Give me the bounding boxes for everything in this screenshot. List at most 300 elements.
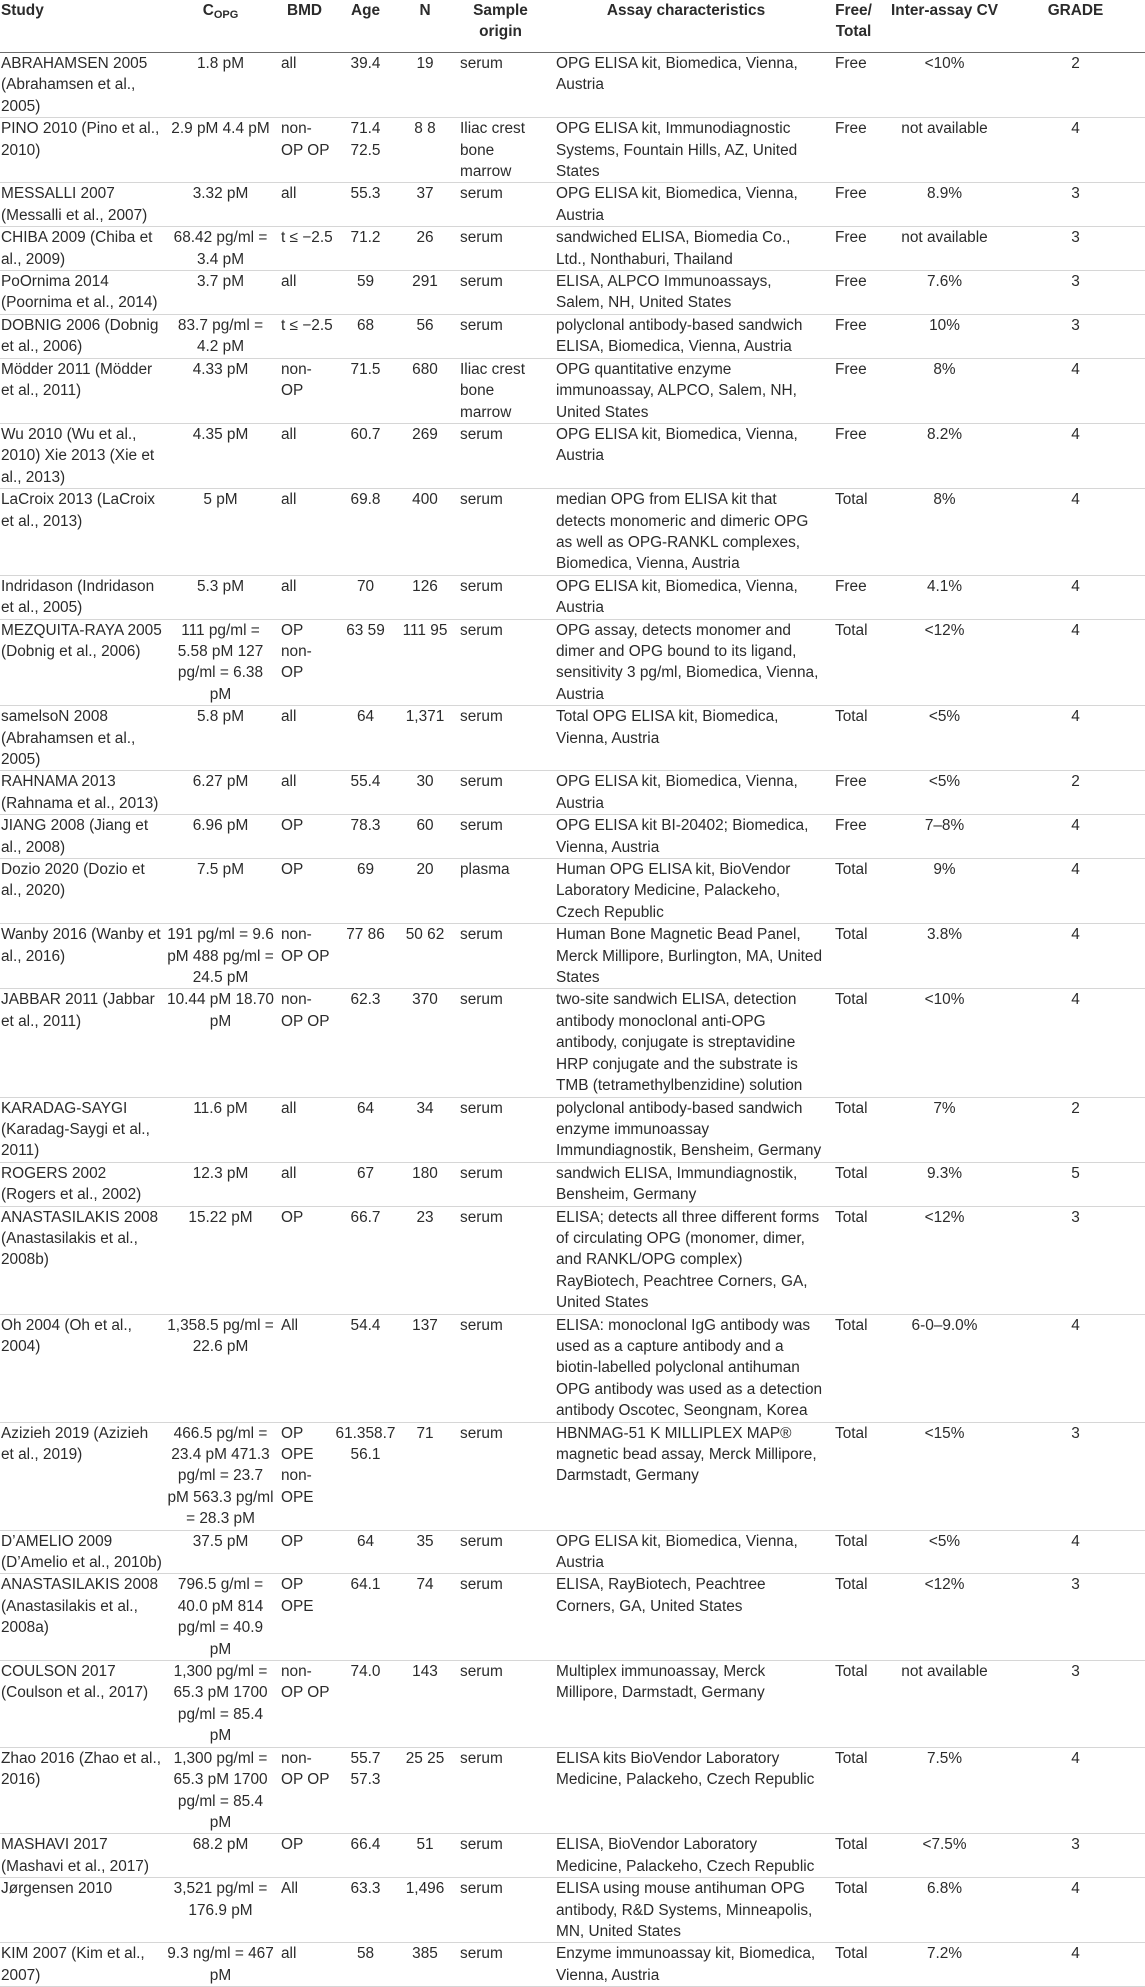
bmd-cell: all xyxy=(281,773,297,791)
study-cell: ROGERS 2002 (Rogers et al., 2002) xyxy=(1,1164,142,1204)
bmd-cell: OP xyxy=(281,1836,304,1854)
inter-assay-cv-cell: 7% xyxy=(933,1099,956,1117)
n-cell: 137 xyxy=(412,1316,438,1334)
grade-cell: 3 xyxy=(1071,316,1080,334)
bmd-cell: All xyxy=(281,1880,299,1898)
age-cell: 39.4 xyxy=(350,55,381,72)
free-total-cell: Total xyxy=(835,1836,868,1854)
sample-origin-cell: serum xyxy=(460,1749,503,1767)
header-cv: Inter-assay CV xyxy=(883,0,1005,53)
assay-cell: ELISA, RayBiotech, Peachtree Corners, GA, United States xyxy=(556,1576,766,1615)
header-study: Study xyxy=(0,0,165,53)
free-total-cell: Total xyxy=(835,1576,868,1594)
sample-origin-cell: serum xyxy=(460,621,503,639)
assay-cell: ELISA: monoclonal IgG antibody was used as a capture antibody and a biotin-labelled polyclonal antihuman OPG antibody was used as a detection antibody Oscotec, Seongnam, Korea xyxy=(556,1316,823,1420)
sample-origin-cell: Iliac crest bone marrow xyxy=(460,120,525,181)
sample-origin-cell: serum xyxy=(460,316,503,334)
assay-cell: Human Bone Magnetic Bead Panel, Merck Millipore, Burlington, MA, United States xyxy=(556,926,823,987)
study-cell: ANASTASILAKIS 2008 (Anastasilakis et al., 2008b) xyxy=(1,1208,159,1269)
grade-cell: 4 xyxy=(1071,577,1080,595)
bmd-cell: non-OP OP xyxy=(281,1749,330,1789)
n-cell: 370 xyxy=(412,991,438,1009)
bmd-cell: OP non-OP xyxy=(281,621,312,682)
study-cell: Zhao 2016 (Zhao et al., 2016) xyxy=(1,1749,161,1789)
free-total-cell: Total xyxy=(835,991,868,1009)
assay-cell: Enzyme immunoassay kit, Biomedica, Vienna, Austria xyxy=(556,1945,816,1984)
inter-assay-cv-cell: 9.3% xyxy=(926,1164,963,1182)
table-row xyxy=(0,1747,1145,1834)
table-row xyxy=(0,1422,1145,1530)
n-cell: 291 xyxy=(412,273,438,291)
table-row xyxy=(0,815,1145,859)
sample-origin-cell: serum xyxy=(460,491,503,509)
age-cell: 60.7 xyxy=(350,425,381,443)
assay-cell: two-site sandwich ELISA, detection antibody monoclonal anti-OPG antibody, conjugate is streptavidine HRP conjugate and the substrate is TMB (tetramethylbenzidine) solution xyxy=(556,991,803,1095)
assay-cell: polyclonal antibody-based sandwich ELISA, Biomedica, Vienna, Austria xyxy=(556,316,803,356)
table-row xyxy=(0,1661,1145,1748)
copg-cell: 111 pg/ml = 5.58 pM 127 pg/ml = 6.38 pM xyxy=(177,621,264,703)
assay-cell: Human OPG ELISA kit, BioVendor Laboratory Medicine, Palackeho, Czech Republic xyxy=(556,861,791,921)
copg-cell: 6.96 pM xyxy=(192,817,249,835)
study-cell: Oh 2004 (Oh et al., 2004) xyxy=(1,1316,132,1355)
header-n: N xyxy=(397,0,452,53)
age-cell: 78.3 xyxy=(350,817,381,835)
bmd-cell: non-OP xyxy=(281,360,312,400)
age-cell: 77 86 xyxy=(346,926,385,944)
inter-assay-cv-cell: <15% xyxy=(924,1424,965,1442)
study-cell: Jørgensen 2010 xyxy=(1,1880,113,1898)
n-cell: 143 xyxy=(412,1663,438,1681)
assay-cell: sandwiched ELISA, Biomedia Co., Ltd., Nonthaburi, Thailand xyxy=(556,229,791,268)
free-total-cell: Total xyxy=(835,1164,868,1182)
n-cell: 37 xyxy=(416,185,434,203)
assay-cell: polyclonal antibody-based sandwich enzyme immunoassay Immundiagnostik, Bensheim, Germany xyxy=(556,1099,822,1160)
free-total-cell: Total xyxy=(835,1880,868,1898)
table-row xyxy=(0,1574,1145,1661)
age-cell: 55.4 xyxy=(350,773,381,791)
n-cell: 25 25 xyxy=(405,1749,445,1767)
copg-cell: 15.22 pM xyxy=(188,1208,253,1226)
age-cell: 55.7 57.3 xyxy=(350,1749,381,1789)
study-cell: JIANG 2008 (Jiang et al., 2008) xyxy=(1,817,149,856)
table-row xyxy=(0,859,1145,924)
sample-origin-cell: serum xyxy=(460,1424,503,1442)
inter-assay-cv-cell: 7.6% xyxy=(926,273,963,291)
n-cell: 269 xyxy=(412,425,438,443)
age-cell: 66.7 xyxy=(350,1208,381,1226)
grade-cell: 3 xyxy=(1071,229,1080,247)
study-cell: CHIBA 2009 (Chiba et al., 2009) xyxy=(1,229,153,268)
bmd-cell: non-OP OP xyxy=(281,120,330,159)
n-cell: 126 xyxy=(412,577,438,595)
free-total-cell: Free xyxy=(835,273,867,291)
n-cell: 35 xyxy=(416,1532,434,1550)
table-row xyxy=(0,771,1145,815)
free-total-cell: Free xyxy=(835,425,867,443)
bmd-cell: all xyxy=(281,273,297,291)
sample-origin-cell: serum xyxy=(460,1576,503,1594)
inter-assay-cv-cell: <12% xyxy=(924,1208,965,1226)
copg-cell: 1,300 pg/ml = 65.3 pM 1700 pg/ml = 85.4 pM xyxy=(173,1749,268,1831)
sample-origin-cell: serum xyxy=(460,229,503,247)
bmd-cell: OP xyxy=(281,1208,304,1226)
sample-origin-cell: serum xyxy=(460,926,503,944)
assay-cell: OPG quantitative enzyme immunoassay, ALPCO, Salem, NH, United States xyxy=(556,360,797,421)
table-row xyxy=(0,575,1145,619)
assay-cell: OPG ELISA kit, Biomedica, Vienna, Austria xyxy=(556,577,798,617)
age-cell: 71.4 72.5 xyxy=(350,120,381,159)
grade-cell: 4 xyxy=(1071,1532,1080,1550)
grade-cell: 3 xyxy=(1071,185,1080,203)
copg-cell: 11.6 pM xyxy=(193,1099,248,1117)
free-total-cell: Total xyxy=(835,491,868,509)
assay-cell: sandwich ELISA, Immundiagnostik, Bensheim, Germany xyxy=(556,1164,798,1204)
free-total-cell: Total xyxy=(835,1316,868,1334)
free-total-cell: Total xyxy=(835,1208,868,1226)
inter-assay-cv-cell: 7–8% xyxy=(924,817,965,835)
sample-origin-cell: serum xyxy=(460,773,503,791)
sample-origin-cell: serum xyxy=(460,1836,503,1854)
age-cell: 71.2 xyxy=(350,229,381,247)
n-cell: 56 xyxy=(416,316,434,334)
age-cell: 74.0 xyxy=(350,1663,381,1681)
inter-assay-cv-cell: <12% xyxy=(924,1576,965,1594)
bmd-cell: all xyxy=(281,1945,297,1963)
copg-cell: 83.7 pg/ml = 4.2 pM xyxy=(177,316,264,356)
age-cell: 70 xyxy=(356,577,375,595)
inter-assay-cv-cell: not available xyxy=(901,1663,988,1681)
header-row xyxy=(0,0,1145,53)
copg-cell: 1,300 pg/ml = 65.3 pM 1700 pg/ml = 85.4 pM xyxy=(173,1663,268,1745)
grade-cell: 4 xyxy=(1071,1316,1080,1334)
age-cell: 64 xyxy=(356,1532,375,1550)
free-total-cell: Free xyxy=(835,817,867,835)
age-cell: 59 xyxy=(356,273,375,291)
n-cell: 50 62 xyxy=(405,926,445,944)
study-cell: Wanby 2016 (Wanby et al., 2016) xyxy=(1,926,161,965)
inter-assay-cv-cell: not available xyxy=(901,120,988,138)
study-cell: MESSALLI 2007 (Messalli et al., 2007) xyxy=(1,185,148,224)
copg-cell: 796.5 g/ml = 40.0 pM 814 pg/ml = 40.9 pM xyxy=(177,1576,264,1658)
age-cell: 71.5 xyxy=(350,360,381,378)
sample-origin-cell: serum xyxy=(460,55,503,72)
header-copg-main: C xyxy=(202,2,214,19)
grade-cell: 3 xyxy=(1071,1208,1080,1226)
table-row xyxy=(0,1878,1145,1943)
sample-origin-cell: serum xyxy=(460,425,503,443)
table-body xyxy=(0,53,1145,1987)
sample-origin-cell: serum xyxy=(460,708,503,726)
n-cell: 400 xyxy=(412,491,438,509)
study-cell: MASHAVI 2017 (Mashavi et al., 2017) xyxy=(1,1836,149,1875)
age-cell: 69 xyxy=(356,861,375,879)
free-total-cell: Free xyxy=(835,360,867,378)
copg-cell: 466.5 pg/ml = 23.4 pM 471.3 pg/ml = 23.7 pM 563.3 pg/ml = 28.3 pM xyxy=(167,1424,274,1528)
age-cell: 55.3 xyxy=(350,185,381,203)
inter-assay-cv-cell: <7.5% xyxy=(922,1836,967,1854)
assay-cell: Total OPG ELISA kit, Biomedica, Vienna, Austria xyxy=(556,708,779,747)
inter-assay-cv-cell: 3.8% xyxy=(926,926,963,944)
free-total-cell: Total xyxy=(835,861,868,879)
study-cell: DOBNIG 2006 (Dobnig et al., 2006) xyxy=(1,316,159,356)
n-cell: 20 xyxy=(416,861,434,879)
assay-cell: OPG ELISA kit, Biomedica, Vienna, Austria xyxy=(556,185,798,224)
sample-origin-cell: Iliac crest bone marrow xyxy=(460,360,525,421)
bmd-cell: OP xyxy=(281,1532,304,1550)
copg-cell: 1.8 pM xyxy=(196,55,245,72)
sample-origin-cell: serum xyxy=(460,1663,503,1681)
table-row xyxy=(0,1206,1145,1314)
assay-cell: ELISA; detects all three different forms of circulating OPG (monomer, dimer, and RANKL/OPG complex) RayBiotech, Peachtree Corners, GA, United States xyxy=(556,1208,820,1312)
table-row xyxy=(0,1943,1145,1987)
age-cell: 58 xyxy=(356,1945,375,1963)
grade-cell: 5 xyxy=(1071,1164,1080,1182)
age-cell: 63.3 xyxy=(350,1880,381,1898)
table-row xyxy=(0,1097,1145,1162)
inter-assay-cv-cell: 7.2% xyxy=(926,1945,963,1963)
grade-cell: 4 xyxy=(1071,491,1080,509)
n-cell: 680 xyxy=(412,360,438,378)
sample-origin-cell: serum xyxy=(460,185,503,203)
bmd-cell: non-OP OP xyxy=(281,991,330,1030)
bmd-cell: all xyxy=(281,1099,297,1117)
inter-assay-cv-cell: <10% xyxy=(924,55,965,72)
bmd-cell: all xyxy=(281,708,297,726)
free-total-cell: Free xyxy=(835,316,867,334)
free-total-cell: Total xyxy=(835,1424,868,1442)
sample-origin-cell: serum xyxy=(460,1099,503,1117)
inter-assay-cv-cell: 10% xyxy=(929,316,960,334)
study-cell: samelsoN 2008 (Abrahamsen et al., 2005) xyxy=(1,708,136,768)
age-cell: 54.4 xyxy=(350,1316,381,1334)
header-age: Age xyxy=(333,0,397,53)
copg-cell: 4.35 pM xyxy=(192,425,249,443)
sample-origin-cell: serum xyxy=(460,1164,503,1182)
grade-cell: 2 xyxy=(1071,773,1080,791)
sample-origin-cell: serum xyxy=(460,991,503,1009)
inter-assay-cv-cell: <5% xyxy=(928,1532,961,1550)
free-total-cell: Total xyxy=(835,926,868,944)
assay-cell: OPG ELISA kit, Biomedica, Vienna, Austria xyxy=(556,425,798,465)
sample-origin-cell: serum xyxy=(460,1316,503,1334)
header-free: Free/ Total xyxy=(823,0,883,53)
table-row xyxy=(0,1162,1145,1206)
study-cell: ANASTASILAKIS 2008 (Anastasilakis et al., 2008a) xyxy=(1,1576,159,1637)
study-cell: Mödder 2011 (Mödder et al., 2011) xyxy=(1,360,153,400)
age-cell: 64 xyxy=(356,1099,375,1117)
study-cell: Indridason (Indridason et al., 2005) xyxy=(1,577,155,617)
table-row xyxy=(0,183,1145,227)
table-row xyxy=(0,1834,1145,1878)
inter-assay-cv-cell: 8.9% xyxy=(926,185,963,203)
table-row xyxy=(0,1314,1145,1422)
copg-cell: 191 pg/ml = 9.6 pM 488 pg/ml = 24.5 pM xyxy=(167,926,274,987)
assay-cell: ELISA, BioVendor Laboratory Medicine, Palackeho, Czech Republic xyxy=(556,1836,815,1875)
copg-cell: 12.3 pM xyxy=(192,1164,249,1182)
n-cell: 385 xyxy=(412,1945,438,1963)
age-cell: 69.8 xyxy=(350,491,381,509)
age-cell: 64.1 xyxy=(350,1576,381,1594)
bmd-cell: OP OPE non-OPE xyxy=(281,1424,314,1506)
study-cell: COULSON 2017 (Coulson et al., 2017) xyxy=(1,1663,149,1702)
inter-assay-cv-cell: 6.8% xyxy=(926,1880,963,1898)
free-total-cell: Free xyxy=(835,55,867,72)
free-total-cell: Free xyxy=(835,773,867,791)
inter-assay-cv-cell: <10% xyxy=(924,991,965,1009)
bmd-cell: OP xyxy=(281,861,304,879)
study-cell: ABRAHAMSEN 2005 (Abrahamsen et al., 2005) xyxy=(1,55,148,115)
grade-cell: 4 xyxy=(1071,1945,1080,1963)
n-cell: 60 xyxy=(416,817,434,835)
n-cell: 23 xyxy=(416,1208,434,1226)
grade-cell: 4 xyxy=(1071,120,1080,138)
assay-cell: HBNMAG-51 K MILLIPLEX MAP® magnetic bead assay, Merck Millipore, Darmstadt, Germany xyxy=(556,1424,817,1485)
bmd-cell: t ≤ −2.5 xyxy=(281,229,333,247)
bmd-cell: all xyxy=(281,185,297,203)
table-row xyxy=(0,118,1145,183)
grade-cell: 2 xyxy=(1071,55,1080,72)
inter-assay-cv-cell: 9% xyxy=(933,861,956,879)
age-cell: 67 xyxy=(356,1164,375,1182)
table-row xyxy=(0,706,1145,771)
inter-assay-cv-cell: not available xyxy=(901,229,988,247)
n-cell: 19 xyxy=(416,55,434,72)
grade-cell: 3 xyxy=(1071,1836,1080,1854)
age-cell: 66.4 xyxy=(350,1836,381,1854)
grade-cell: 4 xyxy=(1071,360,1080,378)
grade-cell: 4 xyxy=(1071,817,1080,835)
table-row xyxy=(0,619,1145,706)
n-cell: 111 95 xyxy=(402,621,448,639)
inter-assay-cv-cell: 8.2% xyxy=(926,425,963,443)
assay-cell: OPG ELISA kit, Biomedica, Vienna, Austria xyxy=(556,1532,798,1572)
grade-cell: 3 xyxy=(1071,1663,1080,1681)
grade-cell: 2 xyxy=(1071,1099,1080,1117)
sample-origin-cell: serum xyxy=(460,1532,503,1550)
copg-cell: 10.44 pM 18.70 pM xyxy=(167,991,274,1030)
study-cell: MEZQUITA-RAYA 2005 (Dobnig et al., 2006) xyxy=(1,621,162,660)
assay-cell: OPG ELISA kit, Immunodiagnostic Systems, Fountain Hills, AZ, United States xyxy=(556,120,798,181)
inter-assay-cv-cell: 8% xyxy=(933,360,956,378)
age-cell: 64 xyxy=(356,708,375,726)
assay-cell: ELISA using mouse antihuman OPG antibody, R&D Systems, Minneapolis, MN, United States xyxy=(556,1880,813,1940)
copg-cell: 2.9 pM 4.4 pM xyxy=(171,120,270,138)
grade-cell: 4 xyxy=(1071,926,1080,944)
bmd-cell: OP xyxy=(281,817,304,835)
age-cell: 68 xyxy=(356,316,375,334)
free-total-cell: Total xyxy=(835,1749,868,1767)
inter-assay-cv-cell: 6-0–9.0% xyxy=(911,1316,978,1334)
grade-cell: 4 xyxy=(1071,1880,1080,1898)
n-cell: 30 xyxy=(416,773,434,791)
bmd-cell: all xyxy=(281,425,297,443)
study-cell: Azizieh 2019 (Azizieh et al., 2019) xyxy=(1,1424,149,1463)
sample-origin-cell: serum xyxy=(460,817,503,835)
assay-cell: median OPG from ELISA kit that detects monomeric and dimeric OPG as well as OPG-RANKL complexes, Biomedica, Vienna, Austria xyxy=(556,491,809,573)
table-row xyxy=(0,53,1145,118)
bmd-cell: non-OP OP xyxy=(281,1663,330,1702)
sample-origin-cell: serum xyxy=(460,1208,503,1226)
grade-cell: 4 xyxy=(1071,621,1080,639)
copg-cell: 5.8 pM xyxy=(196,708,245,726)
header-copg-sub: OPG xyxy=(213,9,239,21)
free-total-cell: Free xyxy=(835,229,867,247)
grade-cell: 3 xyxy=(1071,1576,1080,1594)
grade-cell: 4 xyxy=(1071,1749,1080,1767)
sample-origin-cell: serum xyxy=(460,273,503,291)
copg-cell: 68.2 pM xyxy=(192,1836,249,1854)
table-row xyxy=(0,358,1145,423)
study-cell: D’AMELIO 2009 (D’Amelio et al., 2010b) xyxy=(1,1532,162,1572)
header-bmd: BMD xyxy=(275,0,333,53)
inter-assay-cv-cell: 7.5% xyxy=(926,1749,963,1767)
bmd-cell: all xyxy=(281,55,297,72)
study-cell: JABBAR 2011 (Jabbar et al., 2011) xyxy=(1,991,155,1030)
header-copg xyxy=(165,0,275,53)
assay-cell: ELISA, ALPCO Immunoassays, Salem, NH, United States xyxy=(556,273,772,312)
bmd-cell: all xyxy=(281,577,297,595)
table-row xyxy=(0,989,1145,1097)
assay-cell: OPG ELISA kit BI-20402; Biomedica, Vienna, Austria xyxy=(556,817,809,856)
inter-assay-cv-cell: 4.1% xyxy=(926,577,963,595)
sample-origin-cell: serum xyxy=(460,1880,503,1898)
table-row xyxy=(0,924,1145,989)
inter-assay-cv-cell: <12% xyxy=(924,621,965,639)
free-total-cell: Total xyxy=(835,1945,868,1963)
n-cell: 8 8 xyxy=(414,120,436,138)
copg-cell: 37.5 pM xyxy=(192,1532,249,1550)
header-origin: Sample origin xyxy=(452,0,548,53)
study-cell: LaCroix 2013 (LaCroix et al., 2013) xyxy=(1,491,155,530)
copg-cell: 3,521 pg/ml = 176.9 pM xyxy=(173,1880,268,1919)
inter-assay-cv-cell: <5% xyxy=(928,773,961,791)
age-cell: 62.3 xyxy=(350,991,381,1009)
copg-cell: 68.42 pg/ml = 3.4 pM xyxy=(173,229,268,268)
study-cell: RAHNAMA 2013 (Rahnama et al., 2013) xyxy=(1,773,159,812)
copg-cell: 3.32 pM xyxy=(192,185,249,203)
study-cell: KARADAG-SAYGI (Karadag-Saygi et al., 2011) xyxy=(1,1099,150,1160)
copg-cell: 5.3 pM xyxy=(196,577,245,595)
copg-cell: 5 pM xyxy=(203,491,238,509)
free-total-cell: Total xyxy=(835,1099,868,1117)
grade-cell: 3 xyxy=(1071,273,1080,291)
bmd-cell: t ≤ −2.5 xyxy=(281,316,333,334)
copg-cell: 4.33 pM xyxy=(192,360,249,378)
assay-cell: Multiplex immunoassay, Merck Millipore, Darmstadt, Germany xyxy=(556,1663,766,1702)
age-cell: 63 59 xyxy=(346,621,385,639)
free-total-cell: Total xyxy=(835,621,868,639)
free-total-cell: Total xyxy=(835,1532,868,1550)
grade-cell: 3 xyxy=(1071,1424,1080,1442)
sample-origin-cell: serum xyxy=(460,1945,503,1963)
assay-cell: OPG assay, detects monomer and dimer and OPG bound to its ligand, sensitivity 3 pg/ml, Biomedica, Vienna, Austria xyxy=(556,621,819,703)
n-cell: 1,496 xyxy=(405,1880,445,1898)
grade-cell: 4 xyxy=(1071,425,1080,443)
free-total-cell: Free xyxy=(835,120,867,138)
free-total-cell: Free xyxy=(835,577,867,595)
study-cell: KIM 2007 (Kim et al., 2007) xyxy=(1,1945,145,1984)
n-cell: 74 xyxy=(416,1576,434,1594)
inter-assay-cv-cell: 8% xyxy=(933,491,956,509)
grade-cell: 4 xyxy=(1071,708,1080,726)
grade-cell: 4 xyxy=(1071,991,1080,1009)
table-row xyxy=(0,271,1145,315)
study-cell: Dozio 2020 (Dozio et al., 2020) xyxy=(1,861,145,900)
n-cell: 1,371 xyxy=(405,708,445,726)
copg-cell: 9.3 ng/ml = 467 pM xyxy=(167,1945,274,1984)
header-assay: Assay characteristics xyxy=(548,0,823,53)
n-cell: 180 xyxy=(412,1164,438,1182)
